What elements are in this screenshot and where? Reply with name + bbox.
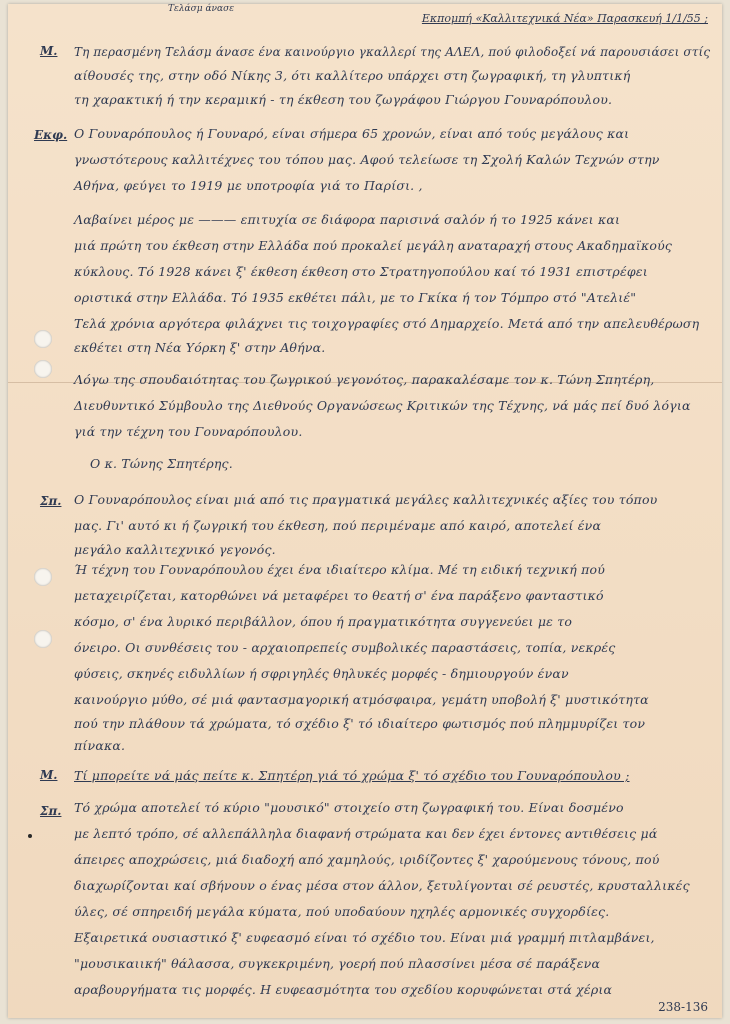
punch-hole	[34, 330, 52, 348]
margin-insertion: Τελάσμ άνασε	[168, 4, 235, 14]
text-line: αίθουσές της, στην οδό Νίκης 3, ότι καλλίτερο υπάρχει στη ζωγραφική, τη γλυπτική	[74, 68, 631, 83]
punch-hole	[34, 360, 52, 378]
text-line: κύκλους. Τό 1928 κάνει ξ' έκθεση έκθεση στο Στρατηγοπούλου καί τό 1931 επιστρέφει	[74, 264, 648, 279]
text-line: Λόγω της σπουδαιότητας του ζωγρικού γεγονότος, παρακαλέσαμε τον κ. Τώνη Σπητέρη,	[74, 372, 655, 387]
text-line: καινούργιο μύθο, σέ μιά φαντασμαγορική ατμόσφαιρα, γεμάτη υποβολή ξ' μυστικότητα	[74, 692, 649, 707]
document-page	[8, 4, 722, 1018]
text-line: αραβουργήματα τις μορφές. Η ευφεασμότητα του σχεδίου κορυφώνεται στά χέρια	[74, 982, 613, 997]
punch-hole	[34, 630, 52, 648]
text-line: μεταχειρίζεται, κατορθώνει νά μεταφέρει το θεατή σ' ένα παράξενο φανταστικό	[74, 588, 604, 603]
text-line: Αθήνα, φεύγει το 1919 με υποτροφία γιά το Παρίσι. ,	[74, 178, 423, 193]
page-header: Εκπομπή «Καλλιτεχνικά Νέα» Παρασκευή 1/1/55 ;	[421, 12, 708, 25]
speaker-label: Μ.	[40, 44, 58, 58]
text-line: διαχωρίζονται καί σβήνουν ο ένας μέσα στον άλλον, ξετυλίγονται σέ ρευστές, κρυσταλλικές	[74, 878, 690, 893]
speaker-label: Εκφ.	[34, 128, 68, 142]
ink-dot	[28, 834, 32, 838]
text-line: γνωστότερους καλλιτέχνες του τόπου μας. Αφού τελείωσε τη Σχολή Καλών Τεχνών στην	[74, 152, 660, 167]
text-line: Τελά χρόνια αργότερα φιλάχνει τις τοιχογραφίες στό Δημαρχείο. Μετά από την απελευθέρωση	[74, 316, 700, 331]
punch-hole	[34, 568, 52, 586]
text-line: μας. Γι' αυτό κι ή ζωγρική του έκθεση, πού περιμέναμε από καιρό, αποτελεί ένα	[74, 518, 602, 533]
text-line: μεγάλο καλλιτεχνικό γεγονός.	[74, 542, 276, 557]
archive-number: 238-136	[658, 1000, 708, 1014]
text-line: γιά την τέχνη του Γουναρόπουλου.	[74, 424, 303, 439]
text-line: Λαβαίνει μέρος με ——— επιτυχία σε διάφορα παρισινά σαλόν ή το 1925 κάνει και	[74, 212, 621, 227]
text-line: όνειρο. Οι συνθέσεις του - αρχαιοπρεπείς συμβολικές παραστάσεις, τοπία, νεκρές	[74, 640, 616, 655]
text-line: οριστικά στην Ελλάδα. Τό 1935 εκθέτει πάλι, με το Γκίκα ή τον Τόμπρο στό "Ατελιέ"	[74, 290, 637, 305]
text-line: Διευθυντικό Σύμβουλο της Διεθνούς Οργανώσεως Κριτικών της Τέχνης, νά μάς πεί δυό λόγια	[74, 398, 691, 413]
text-line: πίνακα.	[74, 738, 126, 753]
text-line: Ο κ. Τώνης Σπητέρης.	[90, 456, 233, 471]
text-line: τη χαρακτική ή την κεραμική - τη έκθεση του ζωγράφου Γιώργου Γουναρόπουλου.	[74, 92, 613, 107]
text-line: κόσμο, σ' ένα λυρικό περιβάλλον, όπου ή πραγματικότητα συγγενεύει με το	[74, 614, 573, 629]
text-line: εκθέτει στη Νέα Υόρκη ξ' στην Αθήνα.	[74, 340, 326, 355]
text-line: ύλες, σέ σπηρειδή μεγάλα κύματα, πού υποδαύουν ηχηλές αρμονικές συγχορδίες.	[74, 904, 610, 919]
speaker-label: Μ.	[40, 768, 58, 782]
speaker-label: Σπ.	[40, 804, 62, 818]
text-line: άπειρες αποχρώσεις, μιά διαδοχή από χαμηλούς, ιριδίζοντες ξ' χαρούμενους τόνους, πού	[74, 852, 660, 867]
text-line: πού την πλάθουν τά χρώματα, τό σχέδιο ξ' τό ιδιαίτερο φωτισμός πού πλημμυρίζει τον	[74, 716, 646, 731]
text-line: Ή τέχνη του Γουναρόπουλου έχει ένα ιδιαίτερο κλίμα. Μέ τη ειδική τεχνική πού	[74, 562, 606, 577]
text-line: Τό χρώμα αποτελεί τό κύριο "μουσικό" στοιχείο στη ζωγραφική του. Είναι δοσμένο	[74, 800, 624, 815]
text-line: Εξαιρετικά ουσιαστικό ξ' ευφεασμό είναι τό σχέδιο του. Είναι μιά γραμμή πιτλαμβάνει,	[74, 930, 655, 945]
text-line: με λεπτό τρόπο, σέ αλλεπάλληλα διαφανή στρώματα και δεν έχει έντονες αντιθέσεις μά	[74, 826, 658, 841]
text-line: Τί μπορείτε νά μάς πείτε κ. Σπητέρη γιά τό χρώμα ξ' τό σχέδιο του Γουναρόπουλου ;	[74, 768, 630, 783]
text-line: Ο Γουναρόπουλος είναι μιά από τις πραγματικά μεγάλες καλλιτεχνικές αξίες του τόπου	[74, 492, 658, 507]
text-line: Τη περασμένη Τελάσμ άνασε ένα καινούργιο γκαλλερί της ΑΛΕΛ, πού φιλοδοξεί νά παρουσιάσει στίς	[74, 44, 711, 59]
text-line: Ο Γουναρόπουλος ή Γουναρό, είναι σήμερα 65 χρονών, είναι από τούς μεγάλους και	[74, 126, 630, 141]
text-line: "μουσικαιική" θάλασσα, συγκεκριμένη, γοερή πού πλασσίνει μέσα σέ παράξενα	[74, 956, 601, 971]
speaker-label: Σπ.	[40, 494, 62, 508]
text-line: φύσεις, σκηνές ειδυλλίων ή σφριγηλές θηλυκές μορφές - δημιουργούν έναν	[74, 666, 569, 681]
text-line: μιά πρώτη του έκθεση στην Ελλάδα πού προκαλεί μεγάλη αναταραχή στους Ακαδημαϊκούς	[74, 238, 673, 253]
